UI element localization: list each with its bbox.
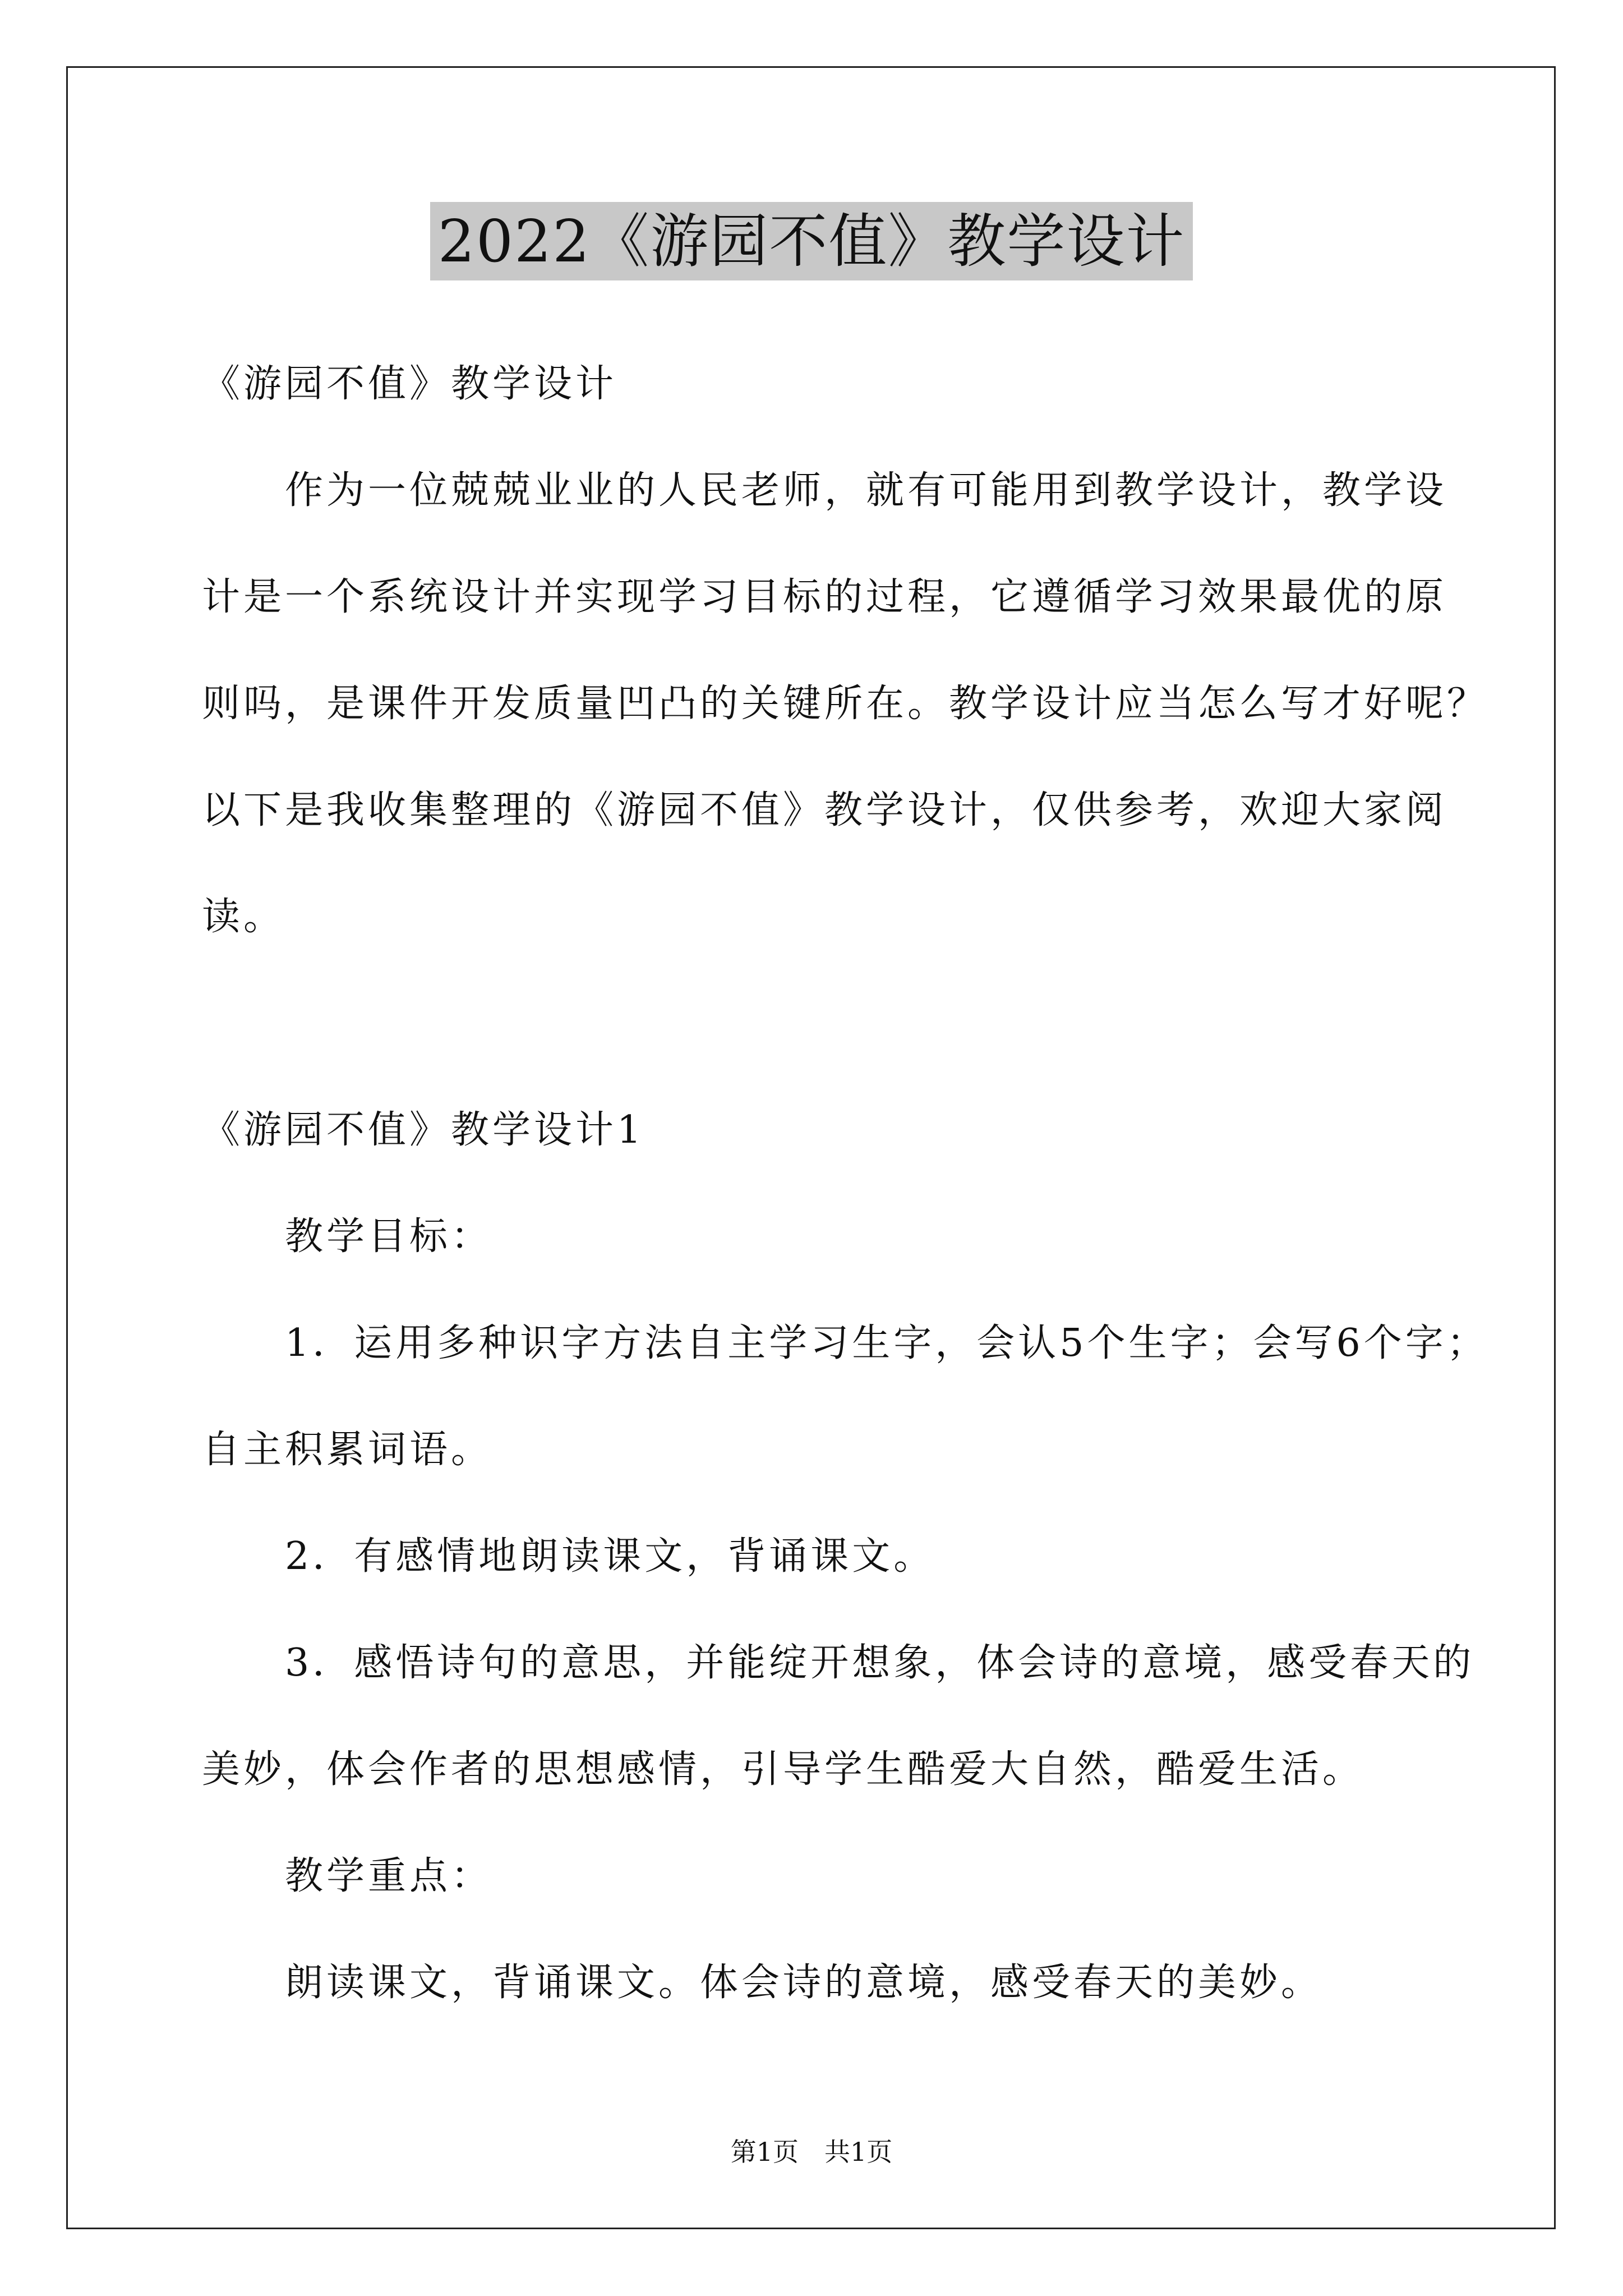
goal-3-line-1: 3．感悟诗句的意思，并能绽开想象，体会诗的意境，感受春天的 <box>202 1641 1475 1685</box>
subtitle: 《游园不值》教学设计 <box>202 362 617 406</box>
goal-3-line-2: 美妙，体会作者的思想感情，引导学生酷爱大自然，酷爱生活。 <box>202 1747 1364 1792</box>
key-points-text: 朗读课文，背诵课文。体会诗的意境，感受春天的美妙。 <box>202 1961 1323 2005</box>
section-heading: 《游园不值》教学设计1 <box>202 1108 645 1152</box>
intro-line-4: 以下是我收集整理的《游园不值》教学设计，仅供参考，欢迎大家阅 <box>202 788 1447 832</box>
intro-line-1: 作为一位兢兢业业的人民老师，就有可能用到教学设计，教学设 <box>202 468 1447 513</box>
intro-line-5: 读。 <box>202 895 285 939</box>
intro-line-3: 则吗，是课件开发质量凹凸的关键所在。教学设计应当怎么写才好呢？ <box>202 682 1489 726</box>
key-points-label: 教学重点： <box>202 1854 493 1898</box>
goal-1-line-2: 自主积累词语。 <box>202 1428 493 1472</box>
intro-line-2: 计是一个系统设计并实现学习目标的过程，它遵循学习效果最优的原 <box>202 575 1447 619</box>
goal-1-line-1: 1．运用多种识字方法自主学习生字，会认5个生字；会写6个字； <box>202 1321 1488 1365</box>
page-footer: 第1页 共1页 <box>730 2137 893 2167</box>
goal-2: 2．有感情地朗读课文，背诵课文。 <box>202 1534 935 1579</box>
document-title: 2022《游园不值》教学设计 <box>430 202 1193 280</box>
goals-label: 教学目标： <box>202 1214 493 1259</box>
